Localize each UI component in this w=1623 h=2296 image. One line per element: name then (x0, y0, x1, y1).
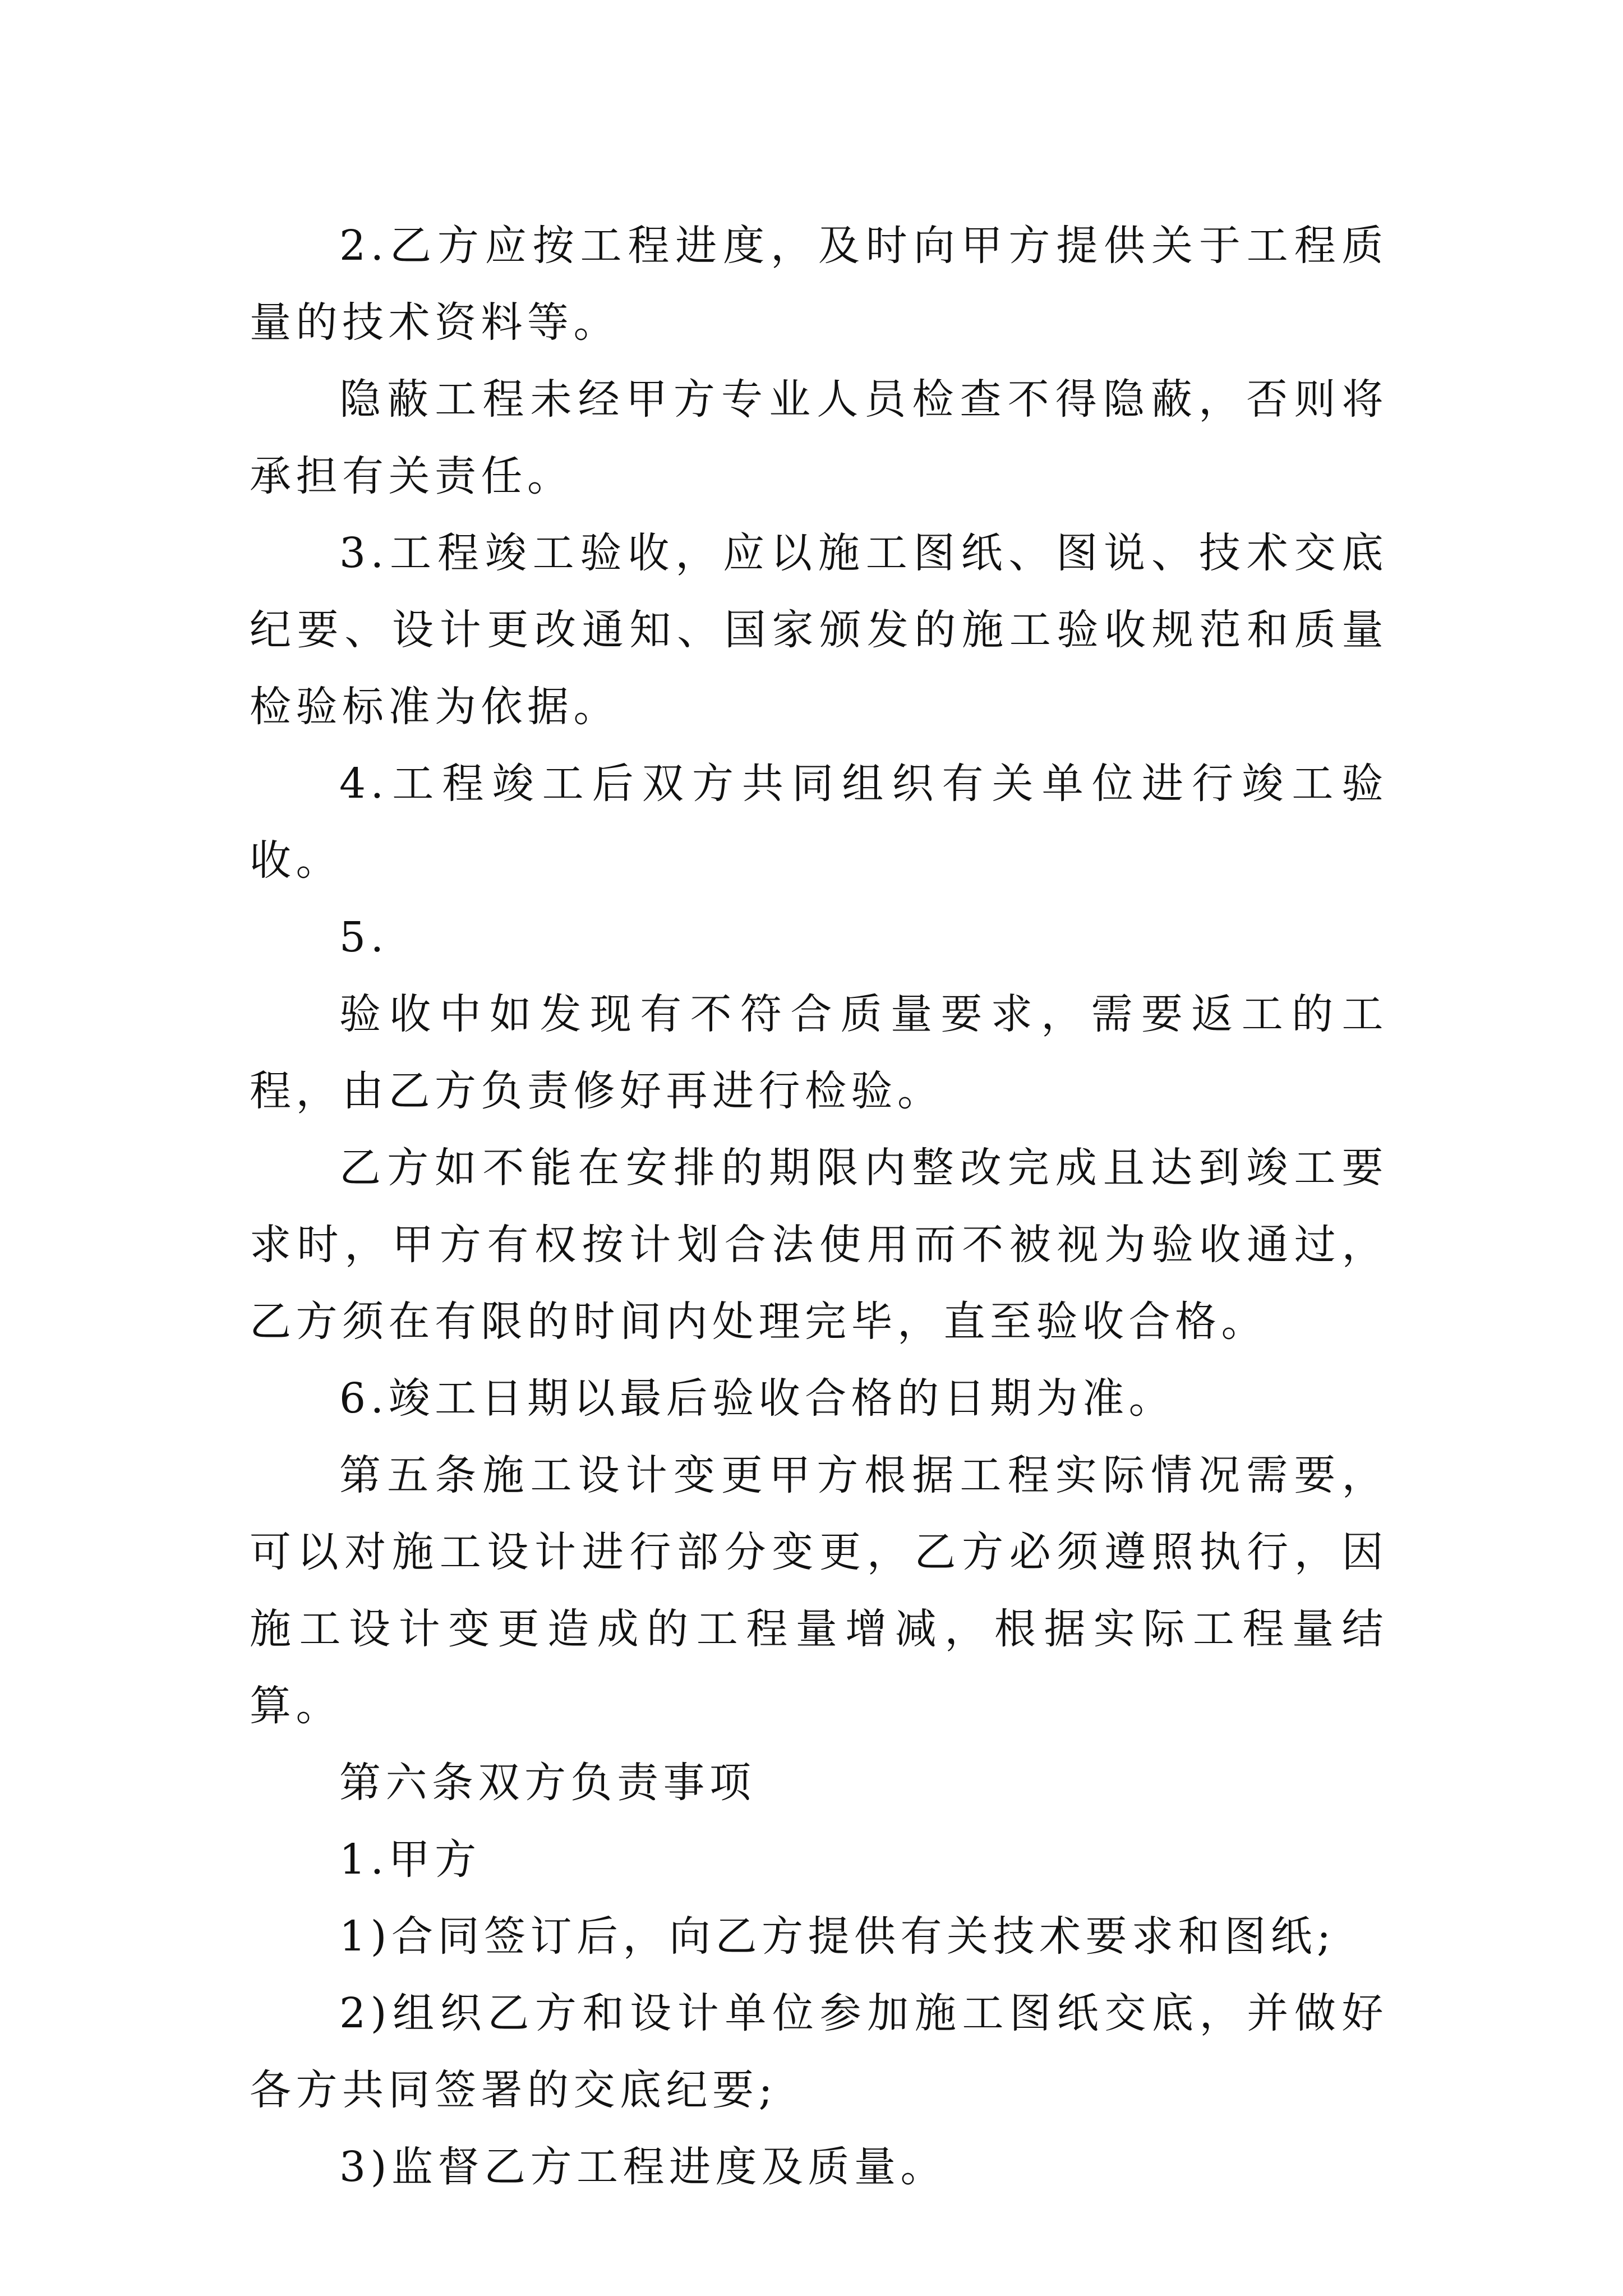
clause-3-acceptance-basis: 3.工程竣工验收，应以施工图纸、图说、技术交底纪要、设计更改通知、国家颁发的施工验收规范和质量检验标准为依据。 (250, 529, 1388, 731)
rework-clause: 验收中如发现有不符合质量要求，需要返工的工程，由乙方负责修好再进行检验。 (250, 990, 1388, 1115)
article-6-heading: 第六条双方负责事项 (339, 1759, 756, 1807)
document-body (250, 208, 1388, 2206)
article-5-design-change: 第五条施工设计变更甲方根据工程实际情况需要，可以对施工设计进行部分变更，乙方必须遵照执行，因施工设计变更造成的工程量增减，根据实际工程量结算。 (250, 1451, 1388, 1730)
party-a-heading: 1.甲方 (339, 1835, 481, 1884)
party-a-item-3: 3)监督乙方工程进度及质量。 (339, 2143, 947, 2191)
rectification-clause: 乙方如不能在安排的期限内整改完成且达到竣工要求时，甲方有权按计划合法使用而不被视为验收通过，乙方须在有限的时间内处理完毕，直至验收合格。 (250, 1144, 1388, 1346)
party-a-item-1: 1)合同签订后，向乙方提供有关技术要求和图纸; (339, 1912, 1336, 1961)
clause-2-technical-data: 2.乙方应按工程进度，及时向甲方提供关于工程质量的技术资料等。 (250, 222, 1388, 347)
hidden-works-inspection: 隐蔽工程未经甲方专业人员检查不得隐蔽，否则将承担有关责任。 (250, 375, 1388, 500)
party-a-item-2: 2)组织乙方和设计单位参加施工图纸交底，并做好各方共同签署的交底纪要; (250, 1989, 1388, 2114)
clause-4-joint-acceptance: 4.工程竣工后双方共同组织有关单位进行竣工验收。 (250, 760, 1388, 885)
clause-6-completion-date: 6.竣工日期以最后验收合格的日期为准。 (339, 1374, 1175, 1423)
clause-5-number: 5. (339, 913, 389, 961)
